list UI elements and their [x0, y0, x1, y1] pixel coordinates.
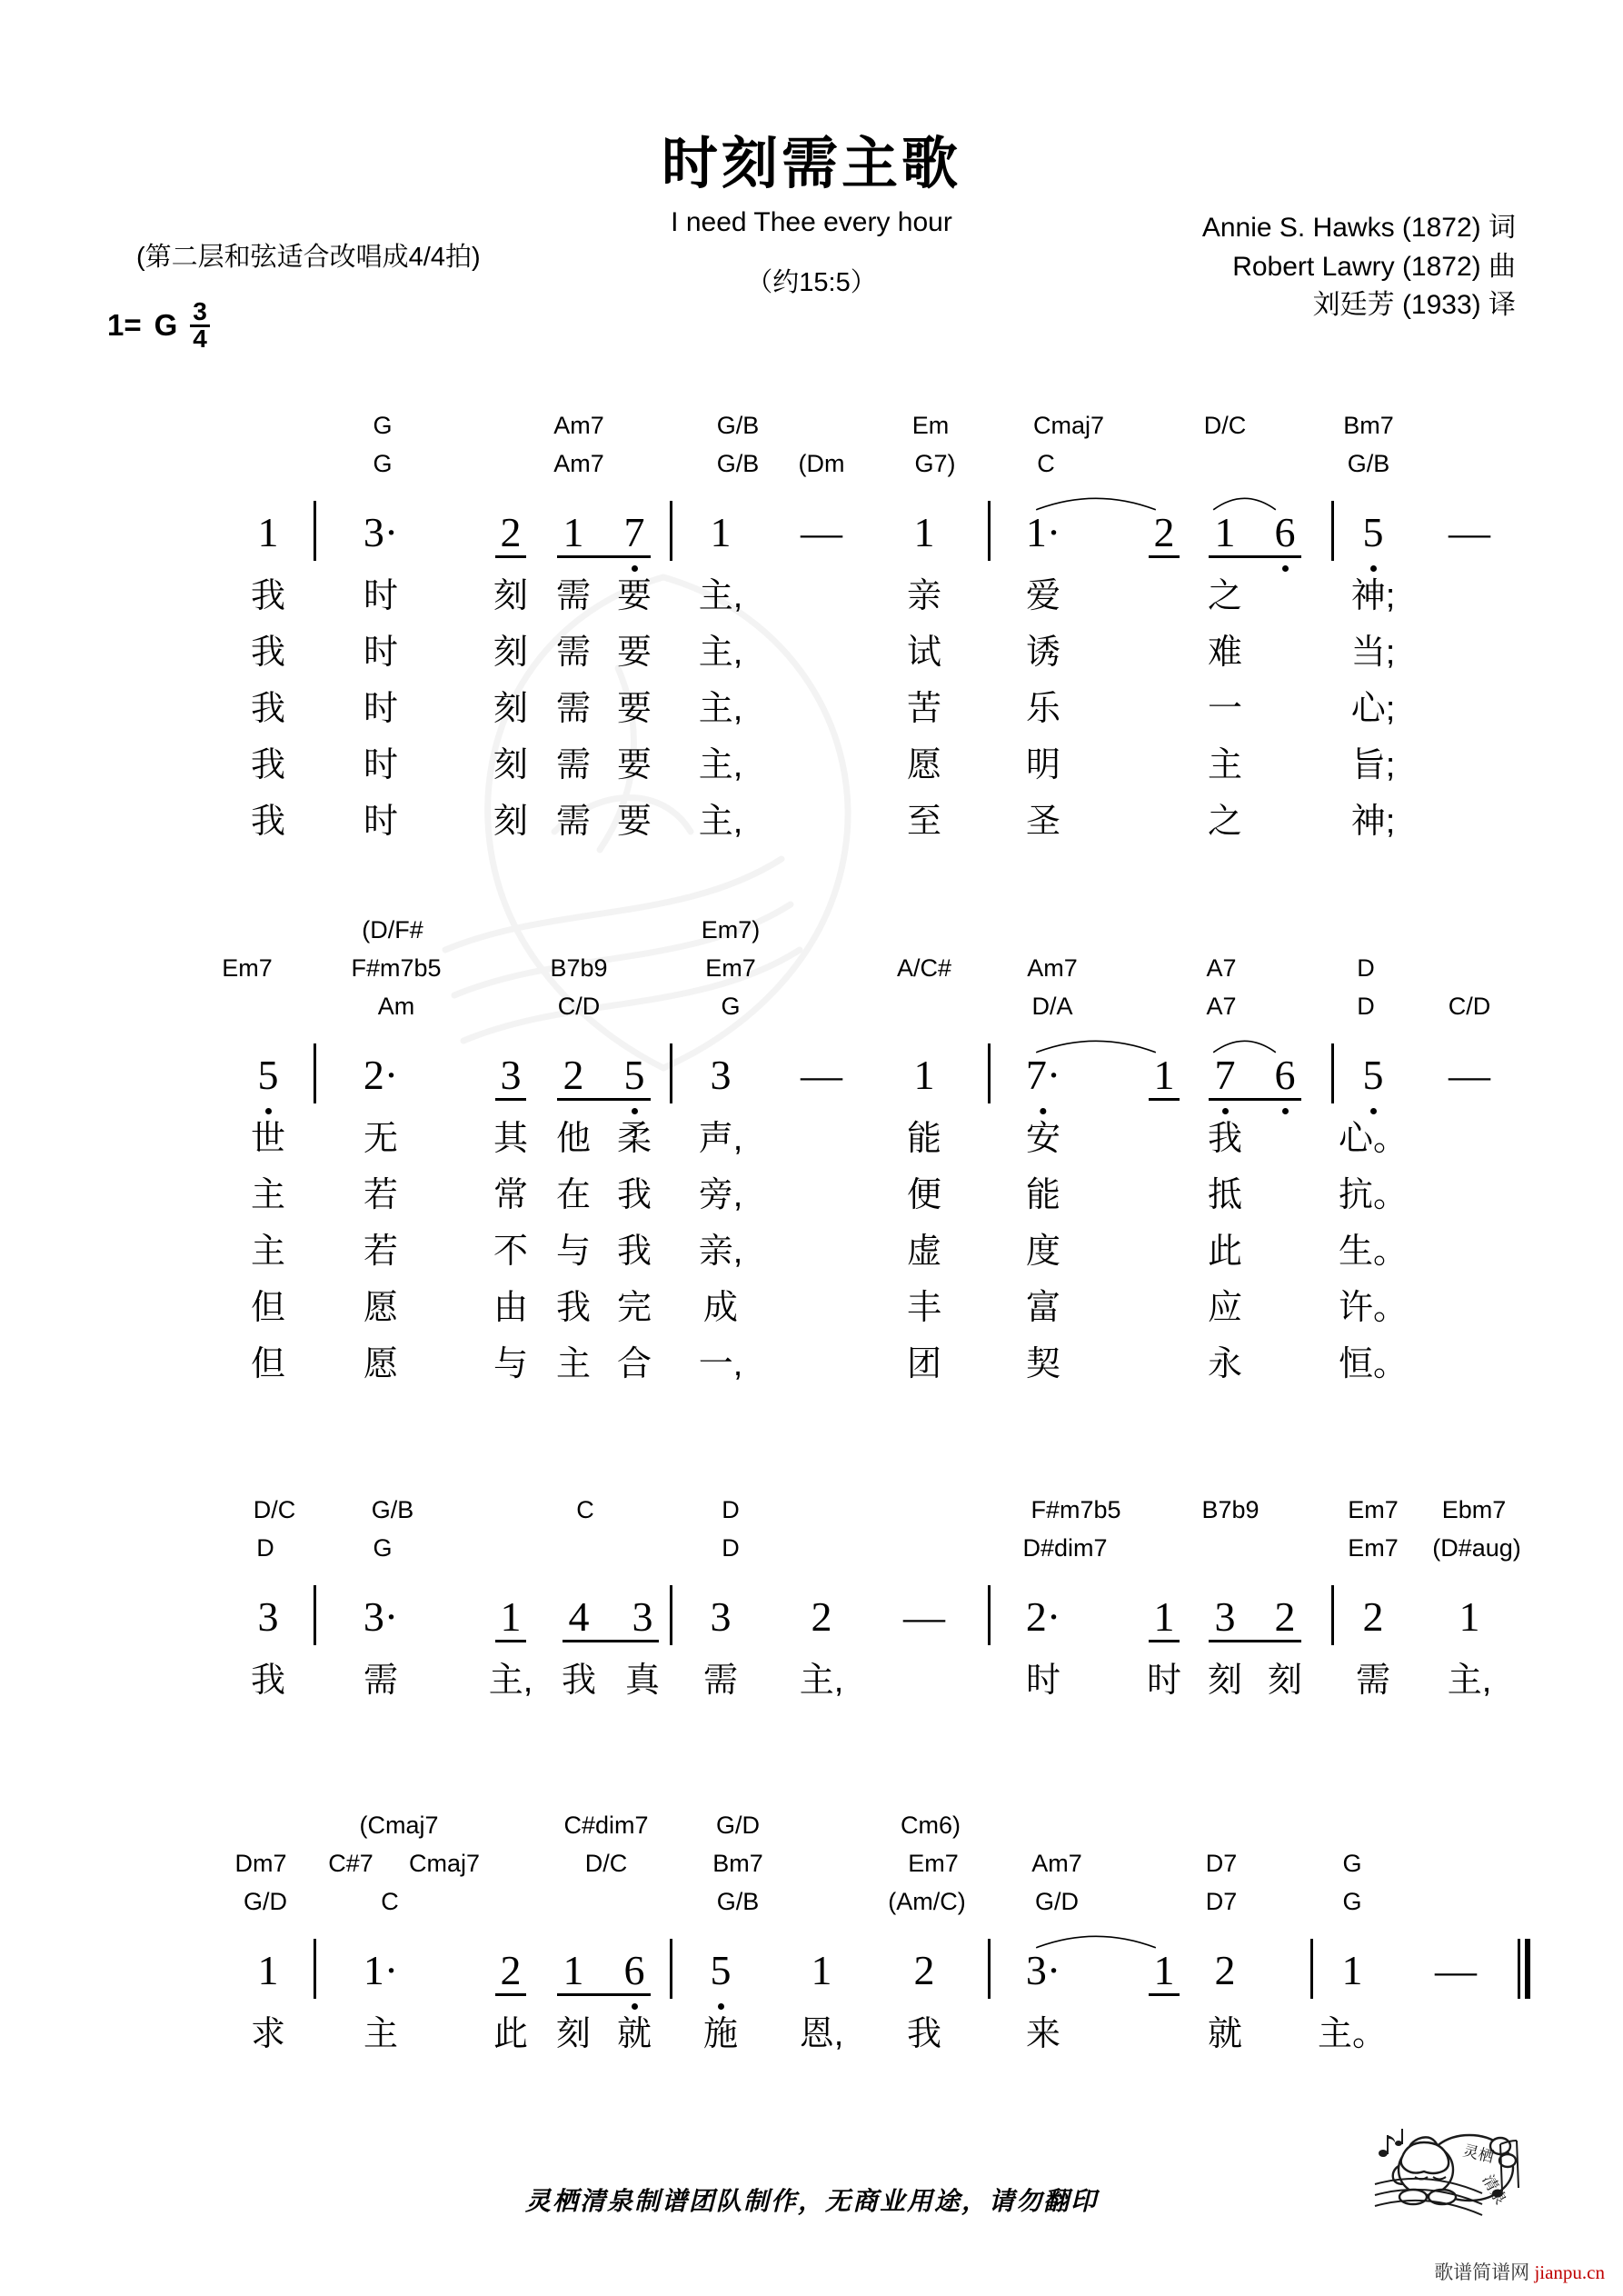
lyric-syllable: 常	[493, 1176, 529, 1214]
lyric-syllable: 便	[906, 1176, 942, 1214]
lyric-syllable: 旨;	[1350, 746, 1396, 784]
lyric-syllable: 愿	[363, 1289, 399, 1327]
lyric-syllable: 需	[363, 1662, 399, 1700]
barline	[1331, 1585, 1334, 1645]
english-subtitle: I need Thee every hour	[671, 207, 952, 237]
barline	[670, 1585, 672, 1645]
note-number: 5	[1362, 1052, 1384, 1098]
chord-symbol-primary: G/B	[716, 412, 760, 439]
chord-symbol-secondary: G/B	[716, 1888, 760, 1915]
page-title: 时刻需主歌	[661, 133, 961, 195]
note-number: 3·	[363, 509, 399, 555]
lyric-syllable: 许。	[1338, 1289, 1409, 1327]
lyric-syllable: 若	[363, 1233, 399, 1271]
lyric-syllable: 能	[1025, 1176, 1061, 1214]
lyric-syllable: 需	[1355, 1662, 1391, 1700]
barline	[988, 1585, 991, 1645]
chord-symbol-secondary: Am7	[553, 450, 604, 477]
final-double-barline	[1518, 1939, 1530, 1999]
lyric-syllable: 我	[250, 690, 286, 728]
lyric-syllable: 此	[1207, 1233, 1243, 1271]
lyric-syllable: 我	[250, 746, 286, 784]
beam-line	[1149, 1098, 1180, 1101]
lyric-syllable: 主,	[799, 1662, 844, 1700]
lyric-syllable: 真	[624, 1662, 661, 1700]
lingqi-qingquan-logo	[1355, 2113, 1537, 2231]
beam-line	[495, 555, 526, 558]
beam-line	[557, 1993, 651, 1996]
chord-symbol-primary: D	[1357, 954, 1375, 982]
lyric-syllable: 难	[1207, 634, 1243, 672]
lyric-syllable: 时	[363, 803, 399, 841]
lyric-syllable: 主。	[1317, 2015, 1388, 2053]
lyric-syllable: 来	[1025, 2015, 1061, 2053]
note-number: 2	[1214, 1947, 1236, 1993]
chord-symbol-secondary: G/B	[716, 450, 760, 477]
note-number: 1	[563, 509, 584, 555]
lyric-syllable: 成	[702, 1289, 739, 1327]
note-number: 3	[632, 1593, 653, 1640]
chord-symbol-secondary: A7	[1206, 993, 1237, 1020]
note-number: 2	[811, 1593, 832, 1640]
key-label: 1=	[107, 308, 142, 343]
credit-lyricist: Annie S. Hawks (1872) 词	[1201, 213, 1516, 243]
lyric-syllable: 刻	[555, 2015, 592, 2053]
lyric-syllable: 但	[250, 1289, 286, 1327]
lyric-syllable: 他	[555, 1120, 592, 1158]
chord-symbol-secondary: G	[373, 1534, 393, 1562]
chord-symbol-primary: Em7	[1348, 1496, 1399, 1523]
lyric-syllable: 主,	[488, 1662, 533, 1700]
lyric-syllable: 愿	[906, 746, 942, 784]
note-number: 5	[257, 1052, 279, 1098]
lyric-syllable: 我	[561, 1662, 597, 1700]
chord-symbol-secondary: G7)	[914, 450, 956, 477]
barline	[1310, 1939, 1313, 1999]
chord-symbol-primary: Em7	[705, 954, 756, 982]
lyric-syllable: 能	[906, 1120, 942, 1158]
chord-symbol-secondary: G	[373, 450, 393, 477]
note-number: 2	[1274, 1593, 1296, 1640]
chord-symbol-secondary: D	[722, 1534, 740, 1562]
lyric-syllable: 我	[250, 577, 286, 615]
lyric-syllable: 合	[616, 1345, 652, 1383]
scripture-reference: （约15:5）	[746, 268, 877, 297]
note-number: 2	[1153, 509, 1175, 555]
chord-symbol-primary: Dm7	[234, 1850, 287, 1877]
note-number: 4	[568, 1593, 590, 1640]
chord-symbol-primary: G	[1342, 1850, 1362, 1877]
chord-symbol-alt: Cm6)	[901, 1812, 961, 1839]
lyric-syllable: 我	[250, 803, 286, 841]
barline	[670, 1043, 672, 1103]
chord-symbol-primary: C#7	[328, 1850, 373, 1877]
note-number: 3·	[1025, 1947, 1061, 1993]
chord-symbol-primary: C	[576, 1496, 594, 1523]
site-watermark-cn: 歌谱简谱网	[1434, 2261, 1530, 2283]
lyric-syllable: 刻	[1207, 1662, 1243, 1700]
note-number: 1	[1459, 1593, 1480, 1640]
lyric-syllable: 我	[555, 1289, 592, 1327]
lyric-syllable: 主	[363, 2015, 399, 2053]
lyric-syllable: 我	[250, 1662, 286, 1700]
barline	[988, 1043, 991, 1103]
barline	[314, 1585, 316, 1645]
note-number: 1	[257, 1947, 279, 1993]
note-number: 3	[500, 1052, 522, 1098]
lyric-syllable: 我	[616, 1176, 652, 1214]
lyric-syllable: 主	[1207, 746, 1243, 784]
background-watermark	[391, 559, 954, 1195]
lyric-syllable: 生。	[1338, 1233, 1409, 1271]
lyric-syllable: 团	[906, 1345, 942, 1383]
lyric-syllable: 要	[616, 746, 652, 784]
chord-symbol-secondary: Am	[377, 993, 415, 1020]
lyric-syllable: 我	[906, 2015, 942, 2053]
lyric-syllable: 试	[906, 634, 942, 672]
note-number: 2·	[1025, 1593, 1061, 1640]
chord-symbol-secondary: G/D	[1034, 1888, 1080, 1915]
lyric-syllable: 富	[1025, 1289, 1061, 1327]
note-number: 5	[623, 1052, 645, 1098]
time-signature	[190, 297, 210, 353]
note-number: 6	[1274, 509, 1296, 555]
lyric-syllable: 一	[1207, 690, 1243, 728]
lyric-syllable: 至	[906, 803, 942, 841]
note-sustain: —	[801, 509, 842, 555]
beam-line	[1209, 1640, 1301, 1642]
chord-symbol-secondary: G	[1342, 1888, 1362, 1915]
lyric-syllable: 但	[250, 1345, 286, 1383]
lyric-syllable: 安	[1025, 1120, 1061, 1158]
note-number: 5	[1362, 509, 1384, 555]
lyric-syllable: 恒。	[1338, 1345, 1409, 1383]
lyric-syllable: 要	[616, 803, 652, 841]
note-number: 3	[710, 1052, 732, 1098]
lyric-syllable: 由	[493, 1289, 529, 1327]
lyric-syllable: 需	[702, 1662, 739, 1700]
chord-symbol-primary: Am7	[1031, 1850, 1082, 1877]
chord-symbol-secondary: D	[1357, 993, 1375, 1020]
lyric-syllable: 神;	[1350, 803, 1396, 841]
chord-symbol-alt: Em7)	[701, 916, 761, 943]
lyric-syllable: 一,	[698, 1345, 743, 1383]
note-number: 5	[710, 1947, 732, 1993]
lyric-syllable: 需	[555, 803, 592, 841]
chord-symbol-alt: C#dim7	[563, 1812, 649, 1839]
lyric-syllable: 丰	[906, 1289, 942, 1327]
lyric-syllable: 心;	[1350, 690, 1396, 728]
chord-symbol-primary: F#m7b5	[351, 954, 442, 982]
chord-symbol-primary: D/C	[1203, 412, 1247, 439]
note-number: 1·	[1025, 509, 1061, 555]
chord-symbol-secondary: D#dim7	[1022, 1534, 1108, 1562]
beam-line	[495, 1098, 526, 1101]
chord-symbol-primary: Em	[911, 412, 950, 439]
lyric-syllable: 就	[1207, 2015, 1243, 2053]
chord-symbol-primary: Am7	[553, 412, 604, 439]
lyric-syllable: 需	[555, 577, 592, 615]
note-number: 3	[1214, 1593, 1236, 1640]
footer-credit: 灵栖清泉制谱团队制作，无商业用途，请勿翻印	[524, 2188, 1098, 2216]
lyric-syllable: 恩,	[799, 2015, 844, 2053]
chord-symbol-primary: A/C#	[896, 954, 952, 982]
lyric-syllable: 此	[493, 2015, 529, 2053]
lyric-syllable: 当;	[1350, 634, 1396, 672]
lyric-syllable: 要	[616, 634, 652, 672]
chord-symbol-secondary: G/D	[243, 1888, 288, 1915]
lyric-syllable: 虚	[906, 1233, 942, 1271]
key-signature	[107, 297, 210, 353]
note-number: 3	[257, 1593, 279, 1640]
meter-denominator: 4	[193, 324, 207, 353]
beam-line	[1209, 1098, 1301, 1101]
lyric-syllable: 刻	[493, 690, 529, 728]
lyric-syllable: 主,	[698, 634, 743, 672]
note-number: 7·	[1025, 1052, 1061, 1098]
barline	[670, 1939, 672, 1999]
lyric-syllable: 亲	[906, 577, 942, 615]
chord-symbol-primary: B7b9	[1201, 1496, 1260, 1523]
note-number: 7	[1214, 1052, 1236, 1098]
note-number: 1	[710, 509, 732, 555]
barline	[314, 501, 316, 561]
lyric-syllable: 之	[1207, 803, 1243, 841]
note-number: 1	[257, 509, 279, 555]
lyric-syllable: 主,	[698, 577, 743, 615]
lyric-syllable: 刻	[1267, 1662, 1303, 1700]
chord-symbol-primary: G	[373, 412, 393, 439]
chord-symbol-secondary: Em7	[1348, 1534, 1399, 1562]
lyric-syllable: 时	[363, 577, 399, 615]
lyric-syllable: 契	[1025, 1345, 1061, 1383]
lyric-syllable: 声,	[698, 1120, 743, 1158]
chord-symbol-primary: Em7	[222, 954, 273, 982]
lyric-syllable: 主,	[698, 690, 743, 728]
barline	[988, 501, 991, 561]
credit-composer: Robert Lawry (1872) 曲	[1232, 251, 1516, 282]
chord-symbol-primary: Ebm7	[1441, 1496, 1507, 1523]
lyric-syllable: 永	[1207, 1345, 1243, 1383]
chord-symbol-primary: D/C	[253, 1496, 296, 1523]
lyric-syllable: 刻	[493, 746, 529, 784]
chord-symbol-alt: G/D	[715, 1812, 761, 1839]
note-number: 2	[1362, 1593, 1384, 1640]
lyric-syllable: 要	[616, 690, 652, 728]
lyric-syllable: 时	[1146, 1662, 1182, 1700]
beam-line	[1149, 1993, 1180, 1996]
note-number: 1	[1153, 1947, 1175, 1993]
chord-symbol-primary: Cmaj7	[1032, 412, 1105, 439]
lyric-syllable: 心。	[1338, 1120, 1409, 1158]
note-number: 1	[1153, 1593, 1175, 1640]
lyric-syllable: 主	[555, 1345, 592, 1383]
chord-symbol-primary: D7	[1205, 1850, 1238, 1877]
beam-line	[1149, 1640, 1180, 1642]
logo-text-2: 清泉	[1479, 2171, 1509, 2208]
chord-symbol-secondary: D	[256, 1534, 274, 1562]
lyric-syllable: 需	[555, 690, 592, 728]
lyric-syllable: 刻	[493, 634, 529, 672]
credit-translator: 刘廷芳 (1933) 译	[1312, 290, 1516, 321]
key-value: G	[154, 308, 178, 343]
lyric-syllable: 度	[1025, 1233, 1061, 1271]
beam-line	[557, 1098, 651, 1101]
arrangement-note: (第二层和弦适合改唱成4/4拍)	[136, 243, 481, 272]
lyric-syllable: 主,	[1447, 1662, 1492, 1700]
note-number: 3·	[363, 1593, 399, 1640]
note-number: 7	[623, 509, 645, 555]
lyric-syllable: 圣	[1025, 803, 1061, 841]
logo-text-1: 灵栖	[1461, 2141, 1496, 2167]
lyric-syllable: 无	[363, 1120, 399, 1158]
lyric-syllable: 抵	[1207, 1176, 1243, 1214]
lyric-syllable: 主	[250, 1233, 286, 1271]
lyric-syllable: 时	[363, 690, 399, 728]
chord-symbol-primary: Em7	[908, 1850, 959, 1877]
barline	[1331, 501, 1334, 561]
lyric-syllable: 完	[616, 1289, 652, 1327]
lyric-syllable: 诱	[1025, 634, 1061, 672]
chord-symbol-secondary: G	[721, 993, 741, 1020]
note-number: 3	[710, 1593, 732, 1640]
barline	[314, 1043, 316, 1103]
note-sustain: —	[1435, 1947, 1477, 1993]
lyric-syllable: 求	[250, 2015, 286, 2053]
lyric-syllable: 我	[1207, 1120, 1243, 1158]
note-number: 1	[1341, 1947, 1363, 1993]
chord-symbol-secondary: G/B	[1347, 450, 1390, 477]
lyric-syllable: 乐	[1025, 690, 1061, 728]
meter-numerator: 3	[190, 300, 210, 327]
note-sustain: —	[801, 1052, 842, 1098]
note-sustain: —	[903, 1593, 945, 1640]
barline	[1331, 1043, 1334, 1103]
chord-symbol-secondary: (Am/C)	[888, 1888, 966, 1915]
chord-symbol-primary: F#m7b5	[1031, 1496, 1121, 1523]
note-number: 1	[811, 1947, 832, 1993]
chord-symbol-primary: D/C	[584, 1850, 628, 1877]
beam-line	[1209, 555, 1301, 558]
note-number: 1·	[363, 1947, 399, 1993]
beam-line	[557, 555, 651, 558]
chord-symbol-secondary: (Dm	[798, 450, 845, 477]
lyric-syllable: 愿	[363, 1345, 399, 1383]
chord-symbol-secondary: C/D	[1448, 993, 1491, 1020]
lyric-syllable: 需	[555, 634, 592, 672]
lyric-syllable: 其	[493, 1120, 529, 1158]
chord-symbol-alt: (Cmaj7	[359, 1812, 439, 1839]
lyric-syllable: 与	[493, 1345, 529, 1383]
lyric-syllable: 抗。	[1338, 1176, 1409, 1214]
lyric-syllable: 之	[1207, 577, 1243, 615]
note-sustain: —	[1449, 1052, 1490, 1098]
chord-symbol-primary: Bm7	[712, 1850, 763, 1877]
note-number: 1	[1153, 1052, 1175, 1098]
lyric-syllable: 柔	[616, 1120, 652, 1158]
chord-symbol-secondary: C	[381, 1888, 399, 1915]
chord-symbol-primary: A7	[1206, 954, 1237, 982]
lyric-syllable: 世	[250, 1120, 286, 1158]
lyric-syllable: 若	[363, 1176, 399, 1214]
note-number: 2	[500, 509, 522, 555]
note-number: 1	[913, 1052, 935, 1098]
beam-line	[1149, 555, 1180, 558]
note-number: 1	[563, 1947, 584, 1993]
note-sustain: —	[1449, 509, 1490, 555]
lyric-syllable: 苦	[906, 690, 942, 728]
note-number: 2·	[363, 1052, 399, 1098]
note-number: 2	[500, 1947, 522, 1993]
note-number: 1	[500, 1593, 522, 1640]
lyric-syllable: 时	[363, 746, 399, 784]
note-number: 1	[913, 509, 935, 555]
lyric-syllable: 爱	[1025, 577, 1061, 615]
chord-symbol-primary: Cmaj7	[408, 1850, 481, 1877]
chord-symbol-secondary: C/D	[557, 993, 601, 1020]
lyric-syllable: 我	[250, 634, 286, 672]
lyric-syllable: 旁,	[698, 1176, 743, 1214]
chord-symbol-primary: Bm7	[1343, 412, 1394, 439]
barline	[988, 1939, 991, 1999]
lyric-syllable: 刻	[493, 803, 529, 841]
lyric-syllable: 明	[1025, 746, 1061, 784]
lyric-syllable: 我	[616, 1233, 652, 1271]
chord-symbol-secondary: D7	[1205, 1888, 1238, 1915]
chord-symbol-secondary: (D#aug)	[1432, 1534, 1521, 1562]
chord-symbol-primary: Am7	[1027, 954, 1078, 982]
lyric-syllable: 就	[616, 2015, 652, 2053]
note-number: 1	[1214, 509, 1236, 555]
site-watermark	[1434, 2258, 1605, 2285]
credits-block	[1202, 209, 1516, 325]
lyric-syllable: 时	[363, 634, 399, 672]
beam-line	[563, 1640, 659, 1642]
note-number: 6	[623, 1947, 645, 1993]
chord-symbol-primary: B7b9	[550, 954, 608, 982]
lyric-syllable: 不	[493, 1233, 529, 1271]
lyric-syllable: 与	[555, 1233, 592, 1271]
barline	[670, 501, 672, 561]
note-number: 2	[563, 1052, 584, 1098]
note-number: 6	[1274, 1052, 1296, 1098]
chord-symbol-primary: G/B	[371, 1496, 414, 1523]
chord-symbol-alt: (D/F#	[362, 916, 423, 943]
lyric-syllable: 应	[1207, 1289, 1243, 1327]
lyric-syllable: 主,	[698, 746, 743, 784]
note-number: 2	[913, 1947, 935, 1993]
lyric-syllable: 主,	[698, 803, 743, 841]
chord-symbol-secondary: D/A	[1031, 993, 1073, 1020]
chord-symbol-primary: D	[722, 1496, 740, 1523]
lyric-syllable: 时	[1025, 1662, 1061, 1700]
beam-line	[495, 1640, 526, 1642]
lyric-syllable: 亲,	[698, 1233, 743, 1271]
chord-symbol-secondary: C	[1037, 450, 1055, 477]
lyric-syllable: 神;	[1350, 577, 1396, 615]
beam-line	[495, 1993, 526, 1996]
lyric-syllable: 刻	[493, 577, 529, 615]
site-watermark-domain: jianpu.cn	[1534, 2261, 1605, 2283]
lyric-syllable: 施	[702, 2015, 739, 2053]
lyric-syllable: 需	[555, 746, 592, 784]
lyric-syllable: 主	[250, 1176, 286, 1214]
barline	[314, 1939, 316, 1999]
lyric-syllable: 要	[616, 577, 652, 615]
lyric-syllable: 在	[555, 1176, 592, 1214]
